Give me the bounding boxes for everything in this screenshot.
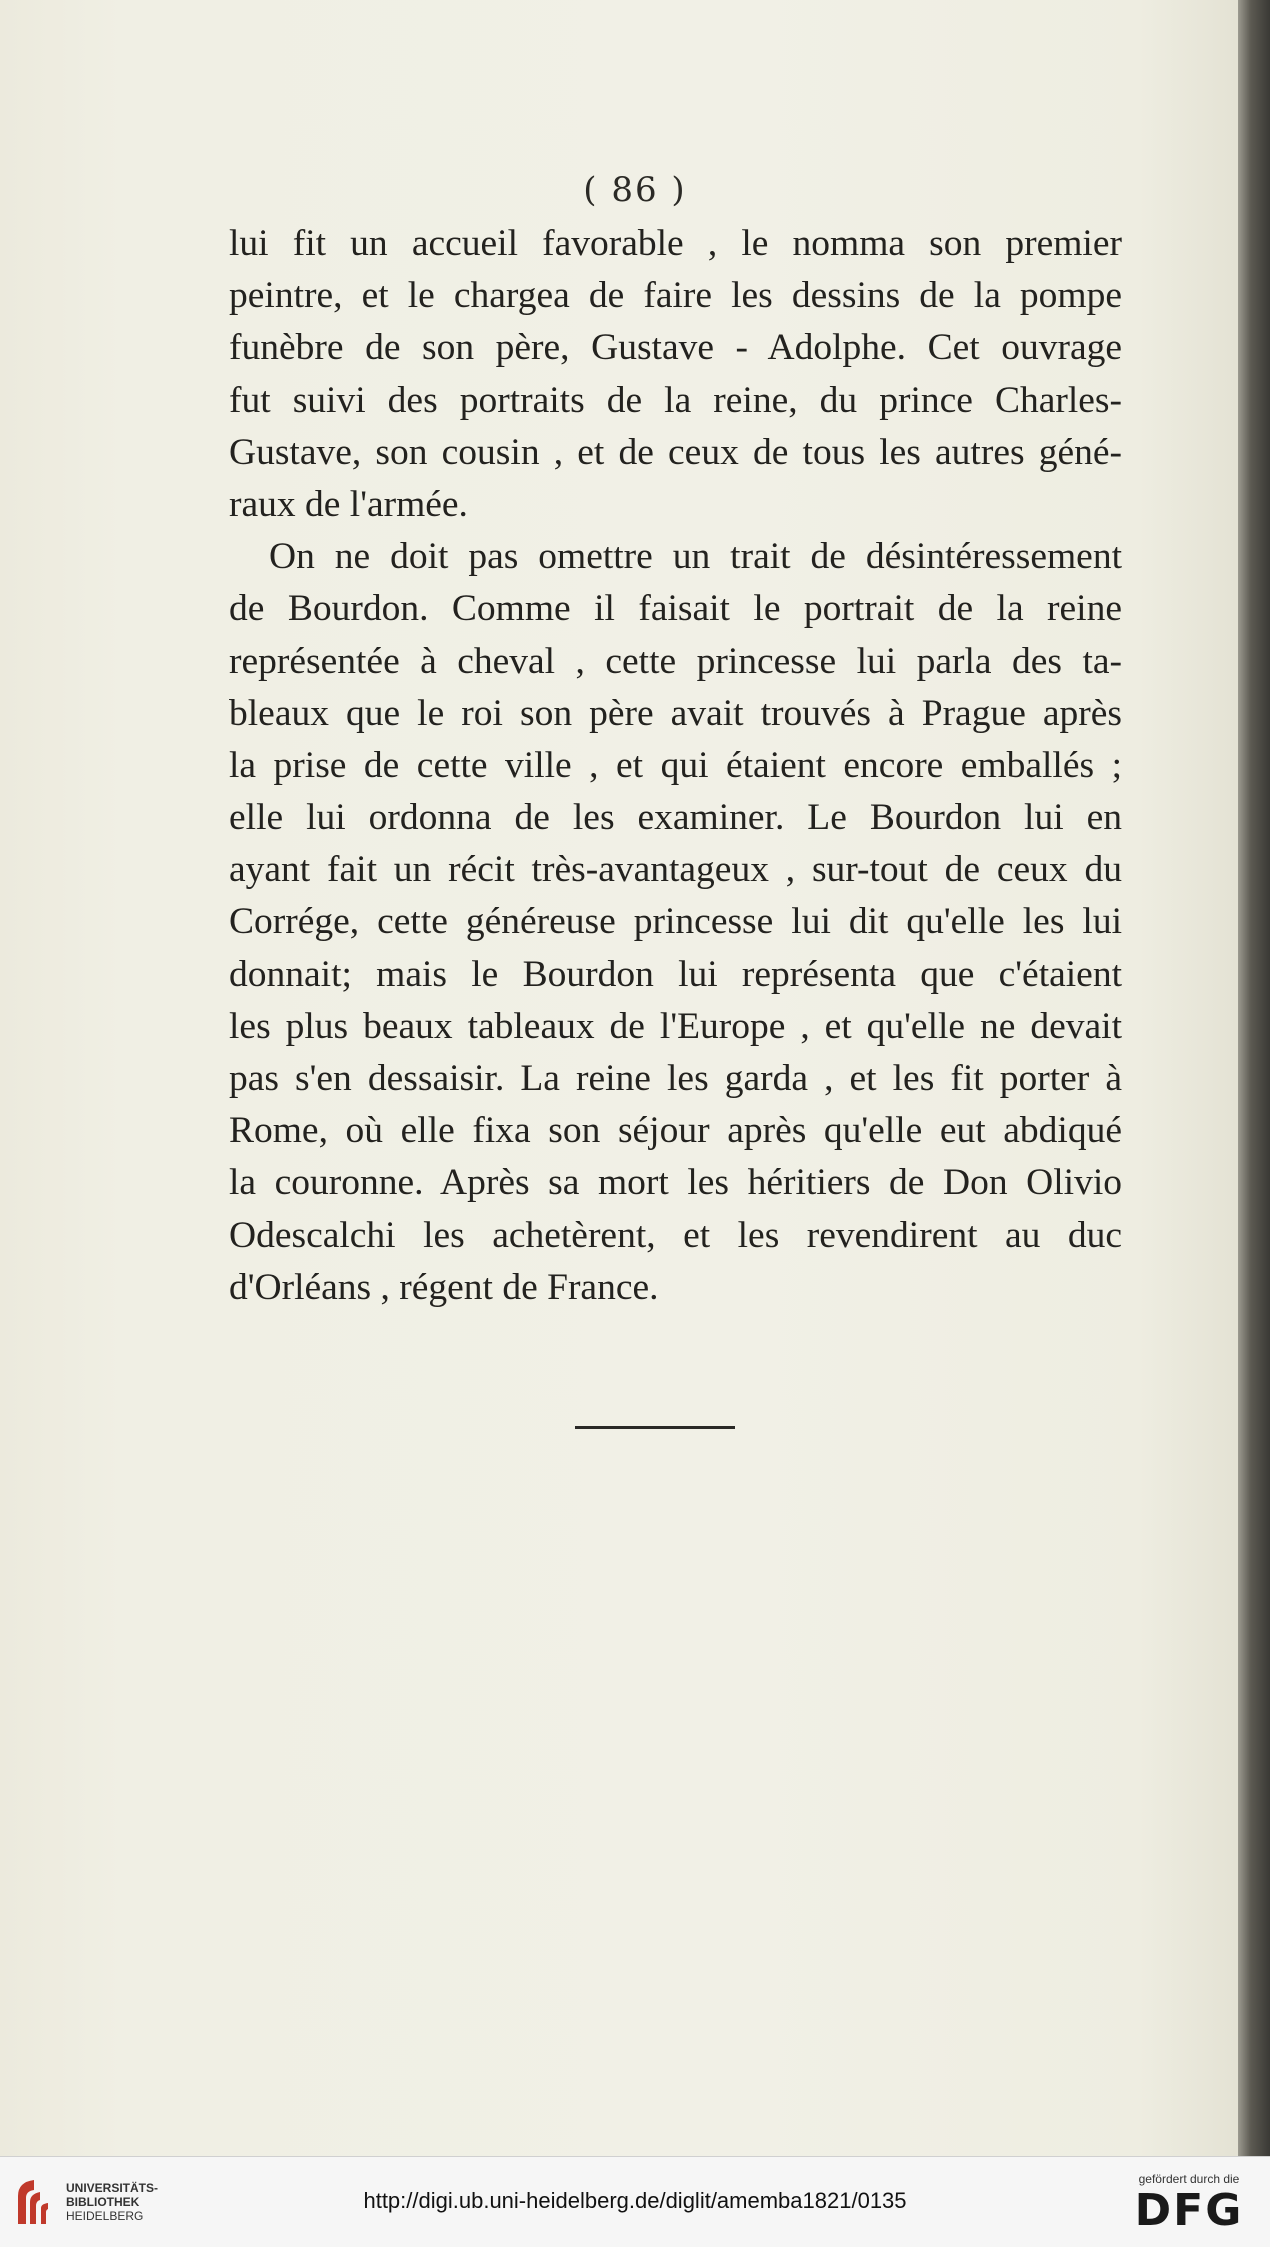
text-line: elle lui ordonna de les examiner. Le Bourdon lui en [229,797,1122,839]
text-line: la couronne. Après sa mort les héritiers de Don Olivio [229,1162,1122,1204]
text-line: peintre, et le chargea de faire les dessins de la pompe [229,275,1122,317]
body-text [229,218,1122,1314]
section-divider [575,1426,735,1429]
text-line: Rome, où elle fixa son séjour après qu'elle eut abdiqué [229,1110,1122,1152]
text-line: d'Orléans , régent de France. [229,1266,659,1308]
dfg-logo: DFG [1134,2185,1244,2236]
page-number: ( 86 ) [583,170,687,210]
text-line: Corrége, cette généreuse princesse lui dit qu'elle les lui [229,901,1122,943]
scan-edge [1238,0,1270,2156]
text-line: funèbre de son père, Gustave - Adolphe. Cet ouvrage [229,327,1122,369]
funding-label: gefördert durch die [1138,2172,1240,2186]
text-line: fut suivi des portraits de la reine, du prince Charles- [229,379,1122,421]
text-line: lui fit un accueil favorable , le nomma son premier [229,223,1122,264]
text-line: les plus beaux tableaux de l'Europe , et qu'elle ne devait [229,1005,1122,1047]
text-line: la prise de cette ville , et qui étaient encore emballés ; [229,744,1122,786]
text-line: donnait; mais le Bourdon lui représenta que c'étaient [229,953,1122,995]
text-line: ayant fait un récit très-avantageux , sur-tout de ceux du [229,849,1122,891]
text-line: raux de l'armée. [229,483,468,525]
text-line: Odescalchi les achetèrent, et les revendirent au duc [229,1214,1122,1256]
text-line: de Bourdon. Comme il faisait le portrait de la reine [229,588,1122,630]
library-name: UNIVERSITÄTS- BIBLIOTHEK HEIDELBERG [66,2181,159,2223]
text-line: Gustave, son cousin , et de ceux de tous les autres géné- [229,431,1122,473]
permalink-url[interactable]: http://digi.ub.uni-heidelberg.de/diglit/amemba1821/0135 [363,2188,907,2213]
text-line: bleaux que le roi son père avait trouvés à Prague après [229,692,1122,734]
text-line: On ne doit pas omettre un trait de désintéressement [269,536,1122,578]
text-line: pas s'en dessaisir. La reine les garda , et les fit porter à [229,1058,1122,1099]
text-line: représentée à cheval , cette princesse lui parla des ta- [229,640,1122,682]
